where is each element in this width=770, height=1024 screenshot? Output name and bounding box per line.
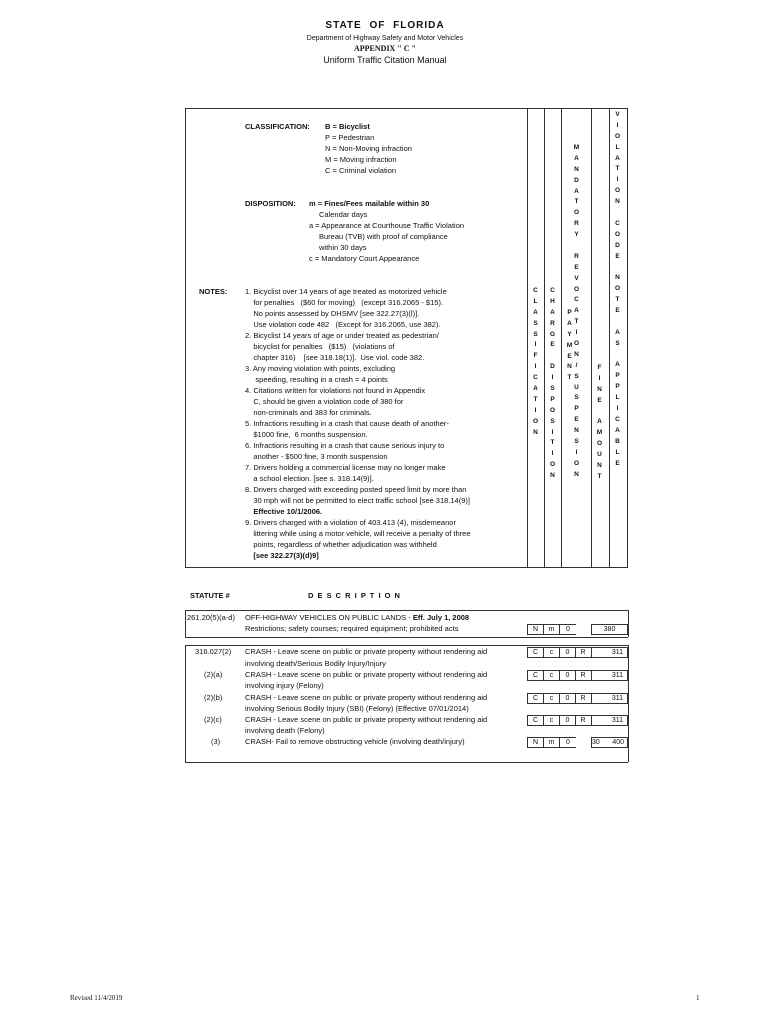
vertical-header-letter: D [615,241,620,249]
note-line: 1. Bicyclist over 14 years of age treated as motorized vehicle [245,287,447,296]
cell-violation-code: 30 400 [591,737,628,748]
note-line: a school election. [see s. 318.14(9)]. [245,474,374,483]
vertical-header-letter: I [551,450,554,458]
table-rule [185,645,628,646]
cell-revocation: R [575,715,592,726]
notes-label: NOTES: [199,287,228,296]
vertical-header-letter: A [615,328,620,336]
note-line: 4. Citations written for violations not found in Appendix [245,386,426,395]
vertical-header-letter: N [574,350,579,358]
vertical-header-letter: S [533,330,538,338]
table-rule [628,645,629,762]
cell-disposition: m [543,737,560,748]
vertical-header-letter: M [596,429,603,437]
note-line: No points assessed by DHSMV [see 322.27(3)(l)]. [245,309,420,318]
vertical-header-letter [609,208,626,219]
row-description: OFF-HIGHWAY VEHICLES ON PUBLIC LANDS - Eff. July 1, 2008 [245,613,470,622]
vertical-header-letter: A [574,307,579,315]
classification-item: B = Bicyclist [325,122,370,131]
statute-column-header: STATUTE # [190,591,230,600]
vertical-header-letter: S [574,438,579,446]
vertical-header-letter: N [533,428,538,436]
revised-date: Revised 11/4/2019 [70,994,123,1002]
cell-violation-code: 380 [591,624,628,635]
statute-number: (2)(c) [204,715,222,724]
vertical-header-letter: T [615,165,620,173]
vertical-header-letter: I [616,176,619,184]
note-line: 30 mph will not be permitted to elect traffic school [see 318.14(9)] [245,496,470,505]
cell-revocation: R [575,670,592,681]
vertical-header-letter: O [532,417,539,425]
vertical-header-letter: E [550,341,555,349]
table-rule [185,645,186,762]
vertical-header-letter: C [615,219,620,227]
vertical-header-letter: A [597,418,602,426]
vertical-header-letter [591,407,608,418]
cell-points: 0 [559,670,576,681]
table-rule [185,762,628,763]
vertical-header-letter: I [575,448,578,456]
cell-classification: C [527,693,544,704]
vertical-header-letter: O [573,285,580,293]
vertical-header-letter: N [574,470,579,478]
table-rule [628,610,629,637]
vertical-header-letter: T [574,318,579,326]
vertical-header-letter: O [614,132,621,140]
note-line: speeding, resulting in a crash = 4 points [245,375,388,384]
vertical-header-letter: E [615,307,620,315]
row-description: Restrictions; safety courses; required equipment; prohibited acts [245,624,459,633]
vertical-header-disposition [544,286,561,482]
cell-disposition: m [543,624,560,635]
classification-item: N = Non-Moving infraction [325,144,412,153]
disposition-label: DISPOSITION: [245,199,296,208]
vertical-header-letter: P [615,383,620,391]
vertical-header-letter: N [615,274,620,282]
vertical-header-letter [609,350,626,361]
vertical-header-letter: N [574,165,579,173]
vertical-header-letter: O [614,187,621,195]
cell-violation-code: 311 [591,647,628,658]
cell-points: 0 [559,737,576,748]
table-rule [185,610,186,637]
note-line: another - $500 fine, 3 month suspension [245,452,388,461]
manual-title: Uniform Traffic Citation Manual [323,55,447,65]
vertical-header-letter: C [550,287,555,294]
vertical-header-letter: I [534,363,537,371]
note-line: Effective 10/1/2006. [245,507,323,516]
page-title: STATE OF FLORIDA [325,20,445,31]
vertical-header-letter: A [574,154,579,162]
row-description: involving injury (Felony) [245,681,324,690]
statute-number: (3) [211,737,221,746]
row-description: CRASH - Leave scene on public or private property without rendering aid [245,647,488,656]
vertical-header-letter: A [533,308,538,316]
vertical-header-letter: I [551,374,554,382]
note-line: 7. Drivers holding a commercial license may no longer make [245,463,446,472]
cell-classification: N [527,624,544,635]
vertical-header-letter: F [597,364,602,371]
vertical-header-letter: I [575,329,578,337]
disposition-item: Bureau (TVB) with proof of compliance [319,232,448,241]
statute-number: (2)(a) [204,670,223,679]
cell-disposition: c [543,670,560,681]
row-description: CRASH - Leave scene on public or private property without rendering aid [245,693,488,702]
vertical-header-letter: P [574,405,579,413]
vertical-header-letter: I [598,374,601,382]
vertical-header-letter: T [567,374,572,382]
vertical-header-letter: V [615,111,620,118]
vertical-header-letter: N [615,198,620,206]
cell-revocation: R [575,693,592,704]
vertical-header-letter: P [550,395,555,403]
vertical-header-letter: P [567,309,572,316]
vertical-header-letter: D [550,363,555,371]
vertical-header-letter: S [574,372,579,380]
vertical-header-letter: D [574,176,579,184]
vertical-header-letter: Y [574,231,579,239]
vertical-header-letter: E [574,416,579,424]
row-description: involving death (Felony) [245,726,325,735]
cell-revocation: R [575,647,592,658]
note-line: 9. Drivers charged with a violation of 403.413 (4), misdemeanor [245,518,456,527]
vertical-header-letter: S [615,339,620,347]
vertical-header-letter: C [533,374,538,382]
vertical-header-letter: R [550,319,555,327]
vertical-header-letter: L [533,297,538,305]
vertical-header-letter: T [533,395,538,403]
vertical-header-classification [527,286,544,438]
vertical-header-letter: N [597,462,602,470]
statute-number: 261.20(5)(a-d) [187,613,235,622]
vertical-header-letter: M [566,341,573,349]
note-line: 8. Drivers charged with exceeding posted speed limit by more than [245,485,467,494]
vertical-header-letter: T [615,296,620,304]
table-rule [185,637,628,638]
classification-item: P = Pedestrian [325,133,375,142]
vertical-header-letter: N [567,363,572,371]
disposition-item: c = Mandatory Court Appearance [309,254,420,263]
vertical-header-letter: H [550,297,555,305]
note-line: littering while using a motor vehicle, will receive a penalty of three [245,529,471,538]
disposition-item: Calendar days [319,210,368,219]
vertical-header-letter: O [614,230,621,238]
vertical-header-letter: A [574,187,579,195]
vertical-header-letter: / [575,361,578,369]
disposition-item: within 30 days [319,243,367,252]
classification-label: CLASSIFICATION: [245,122,310,131]
vertical-header-letter: I [616,121,619,129]
note-line: 6. Infractions resulting in a crash that cause serious injury to [245,441,445,450]
vertical-header-letter: E [597,396,602,404]
vertical-header-letter: E [615,459,620,467]
vertical-header-letter: O [614,285,621,293]
vertical-header-letter: O [573,209,580,217]
row-description: involving Serious Bodily Injury (SBI) (Felony) (Effective 07/01/2014) [245,704,469,713]
vertical-header-letter: R [574,220,579,228]
cell-classification: C [527,715,544,726]
statute-number: (2)(b) [204,693,223,702]
cell-disposition: c [543,647,560,658]
note-line: $1000 fine, 6 months suspension. [245,430,368,439]
row-description: CRASH- Fail to remove obstructing vehicle (involving death/injury) [245,737,465,746]
note-line: C, should be given a violation code of 380 for [245,397,404,406]
vertical-header-letter: Y [567,330,572,338]
vertical-header-letter: S [574,394,579,402]
column-divider [591,108,592,568]
note-line: Use violation code 482 (Except for 316.2065, use 382). [245,320,441,329]
vertical-header-letter: V [574,274,579,282]
vertical-header-letter: S [550,417,555,425]
cell-violation-code: 311 [591,715,628,726]
vertical-header-letter: S [550,385,555,393]
vertical-header-letter: T [574,198,579,206]
note-line: [see 322.27(3)(d)9] [245,551,319,560]
cell-classification: C [527,670,544,681]
vertical-header-letter: C [533,287,538,294]
note-line: for penalties ($60 for moving) (except 316.2065 - $15). [245,298,444,307]
statute-number: 316.027(2) [195,647,232,656]
vertical-header-letter: L [615,394,620,402]
vertical-header-letter: A [567,319,572,327]
vertical-header-letter: N [597,385,602,393]
disposition-item: m = Fines/Fees mailable within 30 [309,199,430,208]
vertical-header-letter: A [615,361,620,369]
vertical-header-letter: M [573,144,580,151]
table-rule [185,610,628,611]
vertical-header-letter: E [615,252,620,260]
cell-points: 0 [559,624,576,635]
vertical-header-letter: T [550,439,555,447]
vertical-header-letter: C [615,415,620,423]
vertical-header-letter: A [615,154,620,162]
disposition-item: a = Appearance at Courthouse Traffic Violation [309,221,465,230]
vertical-header-fine-amount [591,363,608,483]
note-line: bicyclist for penalties ($15) (violations of [245,342,395,351]
cell-points: 0 [559,647,576,658]
vertical-header-letter: O [573,340,580,348]
vertical-header-letter: E [574,263,579,271]
classification-item: C = Criminal violation [325,166,397,175]
vertical-header-letter: C [574,296,579,304]
classification-item: M = Moving infraction [325,155,397,164]
vertical-header-letter: T [597,472,602,480]
page-number: 1 [696,994,700,1002]
vertical-header-letter: L [615,448,620,456]
cell-points: 0 [559,715,576,726]
cell-classification: C [527,647,544,658]
note-line: 3. Any moving violation with points, excluding [245,364,396,373]
vertical-header-letter: A [615,426,620,434]
description-column-header: D E S C R I P T I O N [308,591,401,600]
vertical-header-letter [568,241,585,252]
cell-disposition: c [543,693,560,704]
vertical-header-letter: I [616,405,619,413]
department-name: Department of Highway Safety and Motor Vehicles [306,35,464,42]
note-line: points, regardless of whether adjudication was withheld [245,540,437,549]
note-line: 5. Infractions resulting in a crash that cause death of another- [245,419,449,428]
vertical-header-letter: A [533,385,538,393]
vertical-header-letter: F [533,352,538,360]
vertical-header-letter [544,351,561,362]
vertical-header-mandatory [568,143,585,481]
vertical-header-letter: R [574,252,579,260]
note-line: non-criminals and 383 for criminals. [245,408,372,417]
vertical-header-letter: G [549,330,556,338]
cell-violation-code: 311 [591,670,628,681]
vertical-header-letter: E [567,352,572,360]
vertical-header-letter: A [550,308,555,316]
vertical-header-letter: O [549,406,556,414]
vertical-header-letter: S [533,319,538,327]
vertical-header-letter: I [551,428,554,436]
vertical-header-violation-code [609,110,626,469]
vertical-header-letter [609,317,626,328]
note-line: 2. Bicyclist 14 years of age or under treated as pedestrian/ [245,331,439,340]
vertical-header-letter [609,262,626,273]
note-line: chapter 316) [see 318.18(1)]. Use viol. code 382. [245,353,425,362]
vertical-header-letter: U [597,451,602,459]
row-description: involving death/Serious Bodily Injury/Injury [245,659,386,668]
vertical-header-letter: U [574,383,579,391]
vertical-header-letter: I [534,341,537,349]
vertical-header-letter: O [596,440,603,448]
appendix-label: APPENDIX " C " [354,44,416,53]
cell-disposition: c [543,715,560,726]
row-description: CRASH - Leave scene on public or private property without rendering aid [245,670,488,679]
cell-violation-code: 311 [591,693,628,704]
cell-points: 0 [559,693,576,704]
cell-classification: N [527,737,544,748]
notes-list [245,286,471,561]
vertical-header-letter: N [550,472,555,480]
vertical-header-letter: P [615,372,620,380]
vertical-header-letter: I [534,406,537,414]
vertical-header-letter: O [549,461,556,469]
vertical-header-letter: L [615,143,620,151]
vertical-header-letter: B [615,437,620,445]
row-description: CRASH - Leave scene on public or private property without rendering aid [245,715,488,724]
vertical-header-letter: O [573,459,580,467]
vertical-header-letter: N [574,427,579,435]
